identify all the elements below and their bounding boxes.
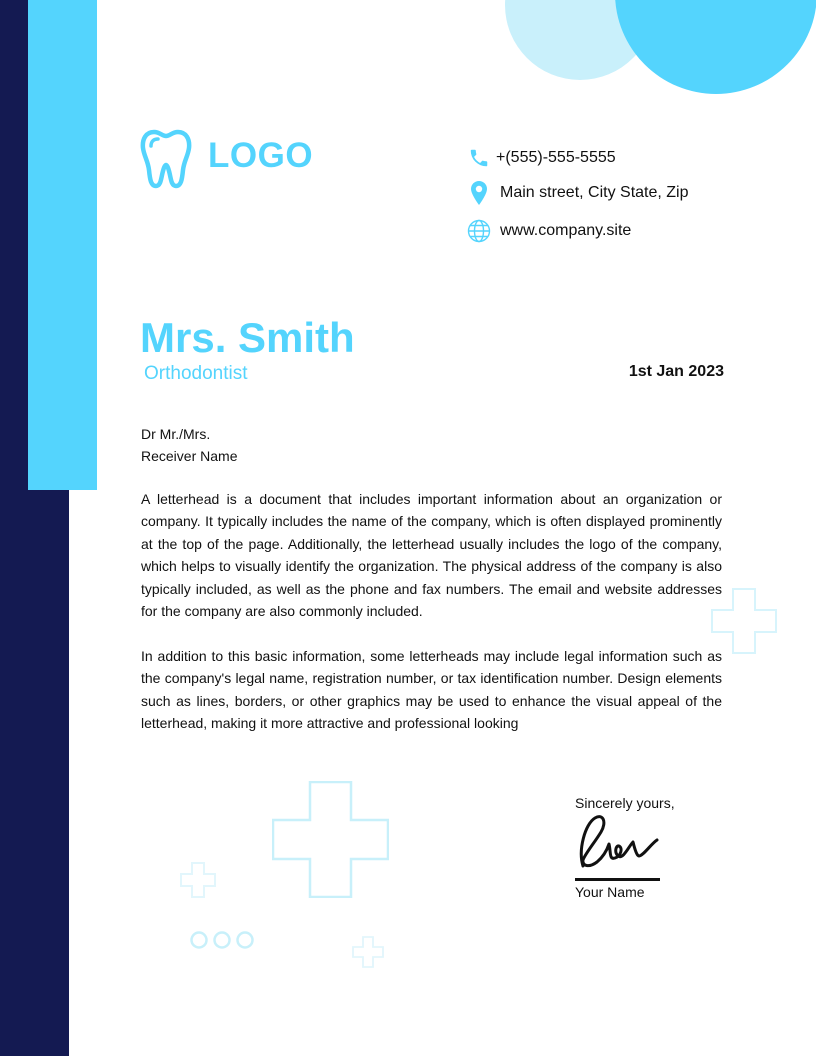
signature-image xyxy=(573,810,668,874)
medical-cross-icon xyxy=(180,862,216,898)
address-text: Main street, City State, Zip xyxy=(500,184,689,201)
globe-icon xyxy=(466,218,492,244)
medical-cross-icon xyxy=(352,936,384,968)
logo-text: LOGO xyxy=(208,136,314,175)
signature-line xyxy=(575,878,660,881)
closing-text: Sincerely yours, xyxy=(575,795,675,811)
medical-cross-icon xyxy=(711,588,777,654)
decorative-circle xyxy=(615,0,816,94)
tooth-icon xyxy=(140,128,192,190)
receiver-name: Receiver Name xyxy=(141,448,238,464)
contact-address xyxy=(466,180,689,206)
phone-icon xyxy=(466,145,492,171)
sender-title: Orthodontist xyxy=(144,363,248,384)
salutation xyxy=(141,423,237,467)
accent-side-bar xyxy=(28,0,97,490)
location-pin-icon xyxy=(466,180,492,206)
sender-name: Mrs. Smith xyxy=(140,314,355,361)
salutation-line: Dr Mr./Mrs. xyxy=(141,426,211,442)
body-paragraph: In addition to this basic information, some letterheads may include legal information such as the company's legal name, registration number, or tax identification number. Design elements such as lines, borders, or other graphics may be used to enhance the visual appeal of the letterhead, making it more attractive and professional looking xyxy=(141,648,722,732)
letter-date: 1st Jan 2023 xyxy=(628,363,724,380)
body-paragraph: A letterhead is a document that includes important information about an organization or company. It typically includes the name of the company, which is often displayed prominently at the top of the page. Additionally, the letterhead usually includes the logo of the company, which helps to visually identify the organization. The physical address of the company is also typically included, as well as the phone and fax numbers. The email and website addresses for the company are also commonly included. xyxy=(141,491,722,620)
signer-name: Your Name xyxy=(575,884,645,900)
contact-website xyxy=(466,218,631,244)
phone-text: +(555)-555-5555 xyxy=(496,149,616,166)
decorative-dots xyxy=(189,930,257,950)
website-text: www.company.site xyxy=(500,222,632,239)
contact-phone xyxy=(466,145,616,171)
medical-cross-icon xyxy=(272,781,389,898)
